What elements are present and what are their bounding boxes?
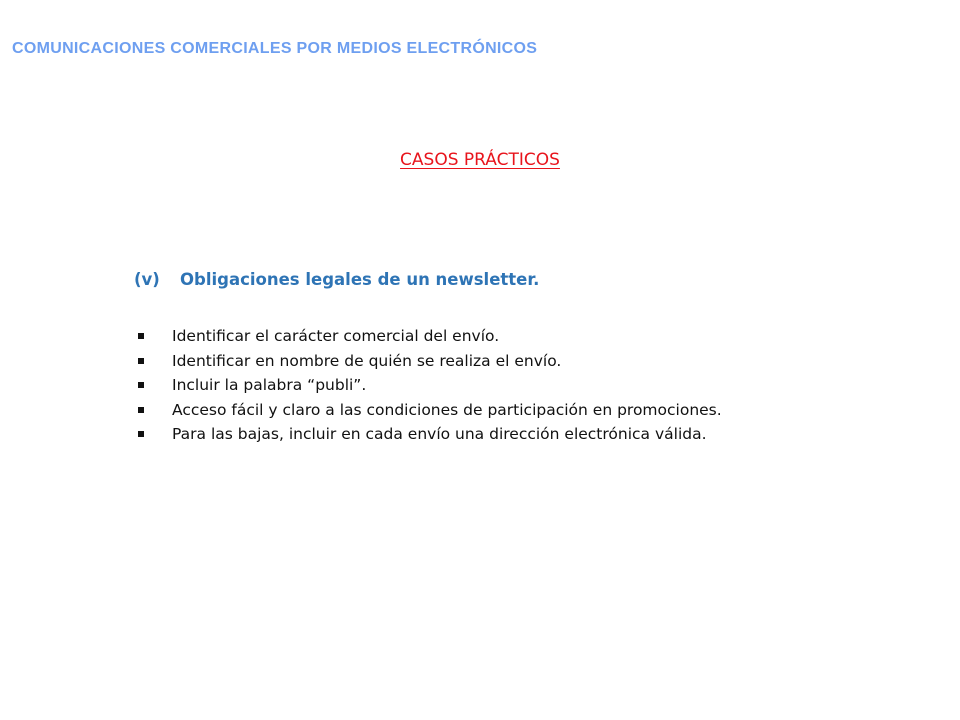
- subheading-number: (v): [134, 270, 160, 289]
- square-bullet-icon: [134, 398, 172, 423]
- square-bullet-icon: [134, 373, 172, 398]
- list-item-text: Para las bajas, incluir en cada envío una dirección electrónica válida.: [172, 425, 707, 443]
- square-bullet-icon: [134, 422, 172, 447]
- list-item: [134, 398, 834, 423]
- list-item-text: Identificar en nombre de quién se realiza el envío.: [172, 351, 562, 370]
- square-bullet-icon: [134, 324, 172, 349]
- bullet-list: [134, 324, 834, 447]
- page-header-title: COMUNICACIONES COMERCIALES POR MEDIOS ELECTRÓNICOS: [12, 40, 538, 57]
- list-item: [134, 422, 834, 447]
- section-title: CASOS PRÁCTICOS: [400, 150, 560, 170]
- list-item: [134, 349, 834, 374]
- content-block: [134, 270, 834, 447]
- list-item-text: Incluir la palabra “publi”.: [172, 376, 367, 394]
- list-item: [134, 373, 834, 398]
- list-item: [134, 324, 834, 349]
- list-item-text: Identificar el carácter comercial del envío.: [172, 327, 500, 345]
- list-item-text: Acceso fácil y claro a las condiciones de participación en promociones.: [172, 400, 722, 419]
- square-bullet-icon: [134, 349, 172, 374]
- subheading-text: Obligaciones legales de un newsletter.: [180, 270, 540, 289]
- subheading: [134, 270, 834, 289]
